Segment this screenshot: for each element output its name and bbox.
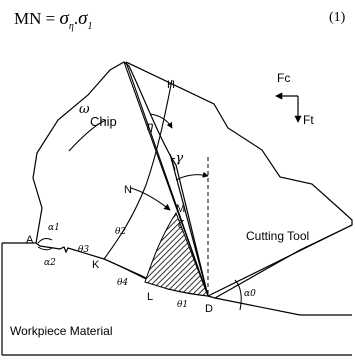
theta3-label: θ3	[78, 245, 90, 255]
equation-sigma-eta: $\sigma_\eta$	[59, 8, 74, 32]
point-d: D	[205, 303, 213, 315]
equation-number: (1)	[329, 10, 346, 25]
theta2-label: θ2	[115, 227, 127, 237]
point-k: K	[92, 259, 100, 271]
fc-label: Fc	[277, 71, 291, 85]
rake-angle-arc	[176, 175, 208, 180]
point-a: A	[26, 234, 34, 246]
theta1-label: θ1	[177, 300, 189, 310]
alpha1-label: α1	[48, 223, 60, 233]
cutting-tool-label: Cutting Tool	[246, 229, 310, 243]
point-n: N	[124, 184, 132, 196]
point-h: H	[167, 79, 175, 91]
chip-label: Chip	[90, 114, 117, 129]
neg-gamma-label: -γ	[171, 151, 184, 166]
theta4-label: θ4	[117, 278, 129, 288]
alpha-arc-1	[38, 239, 52, 243]
ft-label: Ft	[303, 113, 314, 127]
zeta-label: ζ	[178, 220, 184, 231]
point-m: M	[176, 203, 186, 215]
omega-label: ω	[79, 102, 90, 117]
equation-sigma-1: $\sigma_1$	[78, 8, 93, 32]
equation-lhs: MN =	[14, 9, 60, 28]
eta-label: η	[146, 119, 154, 133]
clearance-angle-arc	[235, 280, 241, 310]
workpiece-label: Workpiece Material	[10, 324, 113, 338]
equation-dot: .	[73, 9, 79, 28]
point-l: L	[147, 291, 154, 303]
alpha2-label: α2	[44, 258, 56, 268]
alpha0-label: α0	[244, 289, 256, 299]
hatched-region	[145, 213, 208, 296]
